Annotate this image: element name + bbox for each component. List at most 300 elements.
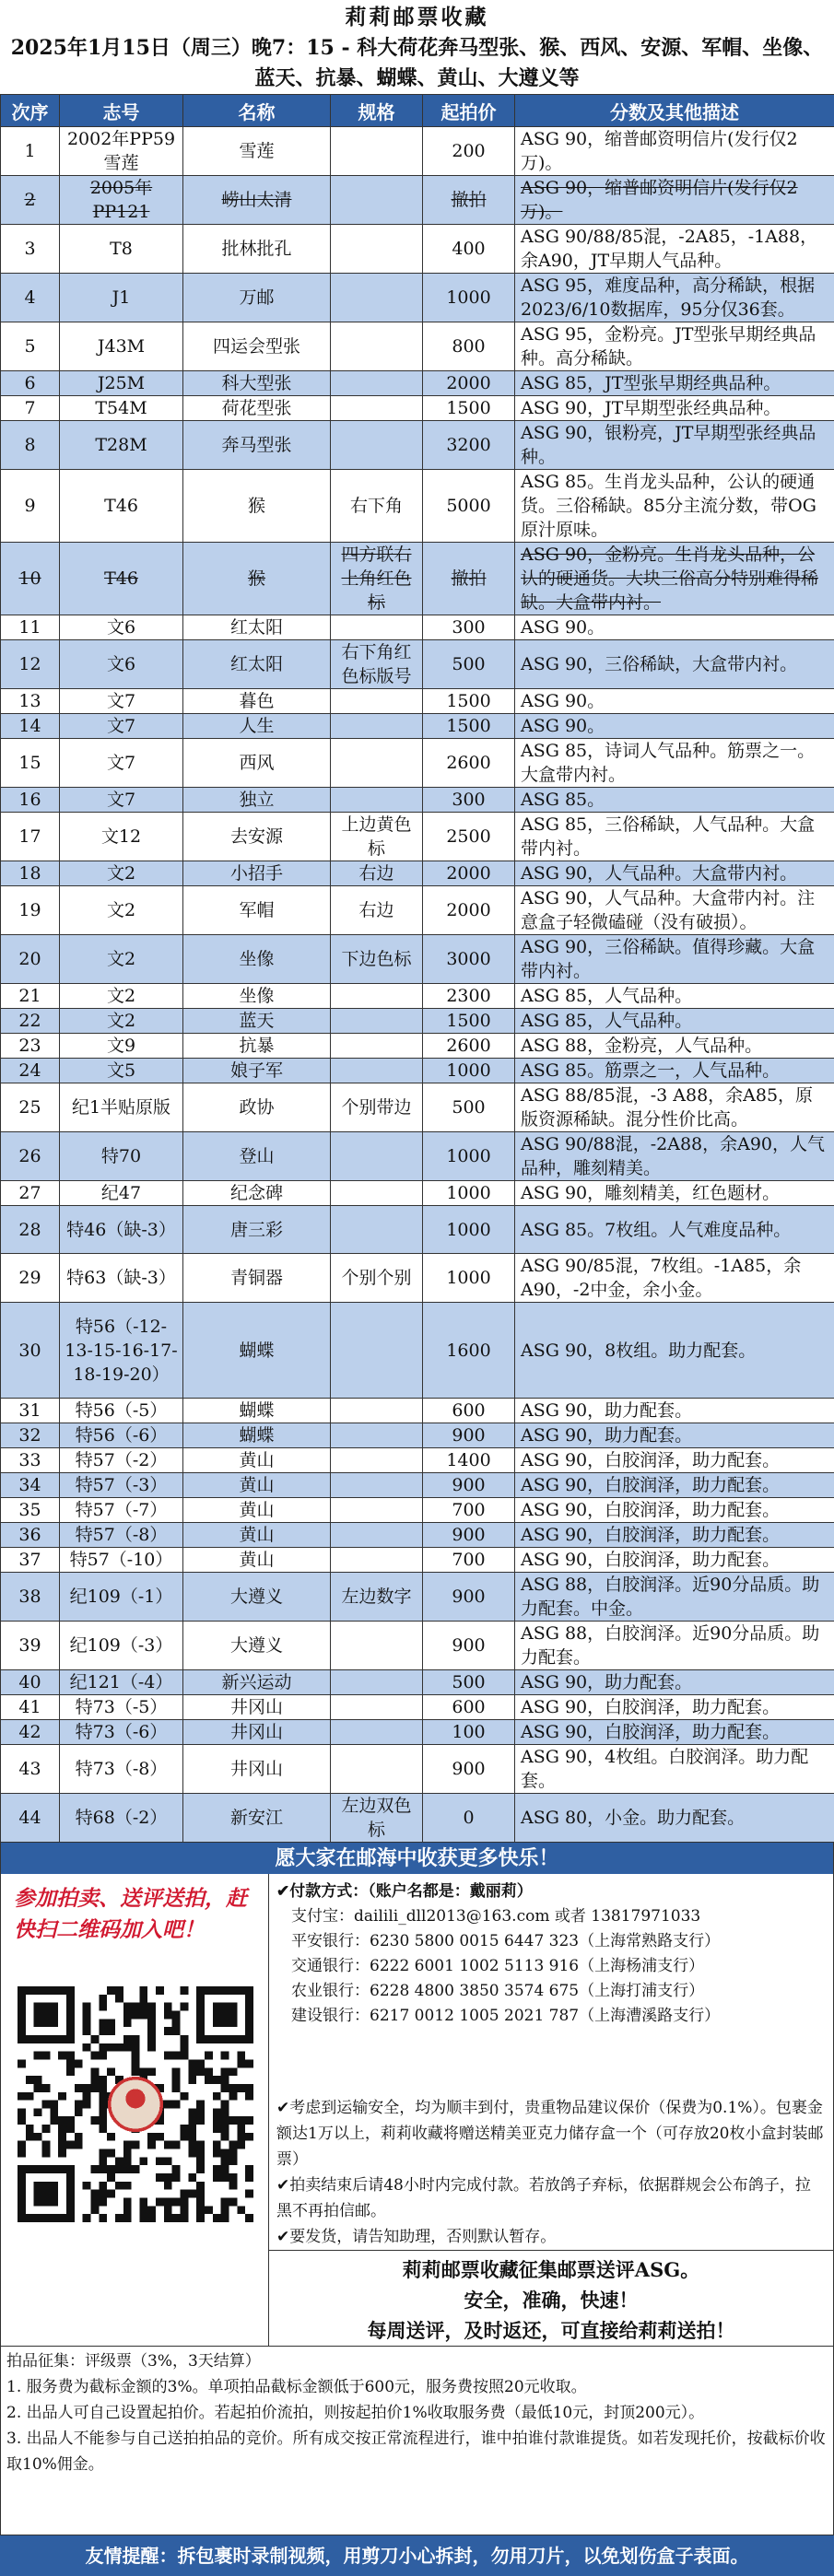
- row-order: 8: [1, 421, 60, 470]
- row-order: 24: [1, 1059, 60, 1083]
- row-spec: [331, 421, 423, 470]
- row-desc: ASG 90，白胶润泽，助力配套。: [515, 1523, 834, 1548]
- row-spec: [331, 1745, 423, 1794]
- row-price: 撤拍: [423, 176, 515, 225]
- row-code: 文12: [60, 813, 183, 861]
- row-desc: ASG 90，助力配套。: [515, 1423, 834, 1448]
- row-order: 30: [1, 1303, 60, 1399]
- row-name: 登山: [183, 1132, 331, 1181]
- row-spec: [331, 1670, 423, 1695]
- row-name: 小招手: [183, 861, 331, 886]
- row-desc: ASG 90，4枚组。白胶润泽。助力配套。: [515, 1745, 834, 1794]
- col-header-spec: 规格: [331, 95, 423, 127]
- row-spec: [331, 1206, 423, 1254]
- row-spec: [331, 615, 423, 640]
- col-header-price: 起拍价: [423, 95, 515, 127]
- table-row: [1, 1059, 834, 1083]
- row-price: 900: [423, 1745, 515, 1794]
- table-row: [1, 739, 834, 788]
- row-order: 37: [1, 1548, 60, 1573]
- row-code: J43M: [60, 322, 183, 371]
- row-spec: 下边色标: [331, 935, 423, 984]
- row-desc: ASG 95，难度品种，高分稀缺，根据2023/6/10数据库，95分仅36套。: [515, 274, 834, 322]
- row-order: 2: [1, 176, 60, 225]
- row-desc: ASG 85。: [515, 788, 834, 813]
- row-code: 特56（-12-13-15-16-17-18-19-20）: [60, 1303, 183, 1399]
- table-row: [1, 176, 834, 225]
- row-price: 300: [423, 788, 515, 813]
- fee-title: 拍品征集：评级票（3%，3天结算）: [6, 2348, 828, 2374]
- row-price: 2000: [423, 861, 515, 886]
- row-order: 32: [1, 1423, 60, 1448]
- row-desc: ASG 90，人气品种。大盒带内衬。注意盒子轻微磕碰（没有破损）。: [515, 886, 834, 935]
- row-desc: ASG 90，银粉亮，JT早期型张经典品种。: [515, 421, 834, 470]
- fee-item: 1. 服务费为截标金额的3%。单项拍品截标金额低于600元，服务费按照20元收取。: [6, 2374, 828, 2400]
- row-order: 22: [1, 1009, 60, 1034]
- row-spec: [331, 1498, 423, 1523]
- row-order: 26: [1, 1132, 60, 1181]
- row-name: 去安源: [183, 813, 331, 861]
- row-price: 500: [423, 640, 515, 689]
- table-row: [1, 127, 834, 176]
- row-name: 新安江: [183, 1794, 331, 1843]
- row-desc: ASG 90，白胶润泽，助力配套。: [515, 1473, 834, 1498]
- table-row: [1, 886, 834, 935]
- row-desc: ASG 90。: [515, 714, 834, 739]
- row-name: 唐三彩: [183, 1206, 331, 1254]
- row-spec: 左边数字: [331, 1573, 423, 1622]
- table-row: [1, 1622, 834, 1670]
- row-price: 1400: [423, 1448, 515, 1473]
- row-code: J25M: [60, 371, 183, 396]
- table-row: [1, 1573, 834, 1622]
- row-price: 1500: [423, 689, 515, 714]
- row-name: 坐像: [183, 984, 331, 1009]
- row-code: 文2: [60, 935, 183, 984]
- row-code: 文7: [60, 739, 183, 788]
- row-name: 娘子军: [183, 1059, 331, 1083]
- row-price: 2000: [423, 886, 515, 935]
- row-order: 21: [1, 984, 60, 1009]
- row-name: 井冈山: [183, 1720, 331, 1745]
- row-desc: ASG 88，白胶润泽。近90分品质。助力配套。: [515, 1622, 834, 1670]
- col-header-desc: 分数及其他描述: [515, 95, 834, 127]
- table-row: [1, 1034, 834, 1059]
- row-spec: [331, 1181, 423, 1206]
- row-name: 猴: [183, 543, 331, 615]
- row-spec: 右边: [331, 861, 423, 886]
- promo-text: 参加拍卖、送评送拍，赶快扫二维码加入吧！: [1, 1874, 268, 1946]
- table-row: [1, 1423, 834, 1448]
- row-name: 红太阳: [183, 640, 331, 689]
- row-name: 红太阳: [183, 615, 331, 640]
- row-desc: ASG 90，白胶润泽，助力配套。: [515, 1548, 834, 1573]
- row-desc: ASG 80，小金。助力配套。: [515, 1794, 834, 1843]
- row-name: 黄山: [183, 1448, 331, 1473]
- row-spec: [331, 714, 423, 739]
- row-spec: 四方联右上角红色标: [331, 543, 423, 615]
- row-desc: ASG 88，白胶润泽。近90分品质。助力配套。中金。: [515, 1573, 834, 1622]
- row-spec: [331, 1695, 423, 1720]
- row-order: 12: [1, 640, 60, 689]
- table-row: [1, 543, 834, 615]
- row-code: 特57（-3）: [60, 1473, 183, 1498]
- row-code: 特57（-8）: [60, 1523, 183, 1548]
- row-code: 2005年PP121: [60, 176, 183, 225]
- table-body: [1, 127, 834, 1843]
- row-order: 9: [1, 470, 60, 543]
- row-spec: [331, 1423, 423, 1448]
- row-name: 大遵义: [183, 1622, 331, 1670]
- row-spec: 上边黄色标: [331, 813, 423, 861]
- row-code: 文2: [60, 861, 183, 886]
- row-desc: ASG 90，白胶润泽，助力配套。: [515, 1448, 834, 1473]
- row-code: 特73（-5）: [60, 1695, 183, 1720]
- table-row: [1, 689, 834, 714]
- row-price: 2600: [423, 739, 515, 788]
- table-row: [1, 274, 834, 322]
- row-order: 42: [1, 1720, 60, 1745]
- row-price: 1000: [423, 1059, 515, 1083]
- row-desc: ASG 90，人气品种。大盒带内衬。: [515, 861, 834, 886]
- row-name: 黄山: [183, 1498, 331, 1523]
- row-name: 新兴运动: [183, 1670, 331, 1695]
- row-code: 文2: [60, 984, 183, 1009]
- table-row: [1, 1473, 834, 1498]
- table-row: [1, 615, 834, 640]
- friendly-tip: 友情提醒：拆包裹时录制视频，用剪刀小心拆封，勿用刀片，以免划伤盒子表面。: [0, 2535, 834, 2576]
- row-name: 科大型张: [183, 371, 331, 396]
- row-price: 600: [423, 1695, 515, 1720]
- row-desc: ASG 90。: [515, 689, 834, 714]
- row-price: 0: [423, 1794, 515, 1843]
- row-order: 25: [1, 1083, 60, 1132]
- row-order: 18: [1, 861, 60, 886]
- row-order: 5: [1, 322, 60, 371]
- row-code: 纪121（-4）: [60, 1670, 183, 1695]
- notes: [269, 2093, 833, 2251]
- table-row: [1, 225, 834, 274]
- row-order: 4: [1, 274, 60, 322]
- table-row: [1, 396, 834, 421]
- row-code: 特56（-6）: [60, 1423, 183, 1448]
- header: [0, 0, 834, 94]
- row-desc: ASG 90/85混，7枚组。-1A85，余A90，-2中金，余小金。: [515, 1254, 834, 1303]
- row-code: 文2: [60, 886, 183, 935]
- row-spec: 左边双色标: [331, 1794, 423, 1843]
- page-title: 莉莉邮票收藏: [0, 0, 834, 33]
- row-name: 大遵义: [183, 1573, 331, 1622]
- row-name: 批林批孔: [183, 225, 331, 274]
- row-desc: ASG 85，人气品种。: [515, 984, 834, 1009]
- row-order: 10: [1, 543, 60, 615]
- row-price: 撤拍: [423, 543, 515, 615]
- row-desc: ASG 90，三俗稀缺，大盒带内衬。: [515, 640, 834, 689]
- row-spec: [331, 1009, 423, 1034]
- row-code: 文5: [60, 1059, 183, 1083]
- row-code: 文6: [60, 615, 183, 640]
- table-row: [1, 1303, 834, 1399]
- row-name: 人生: [183, 714, 331, 739]
- row-desc: ASG 90，白胶润泽，助力配套。: [515, 1720, 834, 1745]
- row-spec: 右边: [331, 886, 423, 935]
- row-spec: 个别个别: [331, 1254, 423, 1303]
- row-order: 19: [1, 886, 60, 935]
- row-desc: ASG 90，雕刻精美，红色题材。: [515, 1181, 834, 1206]
- row-spec: [331, 1034, 423, 1059]
- row-spec: [331, 1303, 423, 1399]
- row-desc: ASG 90/88混，-2A88，余A90，人气品种，雕刻精美。: [515, 1132, 834, 1181]
- row-desc: ASG 85，三俗稀缺，人气品种。大盒带内衬。: [515, 813, 834, 861]
- row-desc: ASG 90，金粉亮。生肖龙头品种，公认的硬通货。大块三俗高分特别难得稀缺。大盒带内衬。: [515, 543, 834, 615]
- row-code: 特57（-2）: [60, 1448, 183, 1473]
- row-spec: 右下角红色标版号: [331, 640, 423, 689]
- bank-line: 平安银行：6230 5800 0015 6447 323（上海常熟路支行）: [276, 1929, 826, 1954]
- row-price: 3200: [423, 421, 515, 470]
- row-order: 14: [1, 714, 60, 739]
- bank-line: 建设银行：6217 0012 1005 2021 787（上海漕溪路支行）: [276, 2004, 826, 2029]
- row-name: 万邮: [183, 274, 331, 322]
- row-price: 1500: [423, 1009, 515, 1034]
- row-price: 2500: [423, 813, 515, 861]
- asg-line: 莉莉邮票收藏征集邮票送评ASG。: [269, 2254, 833, 2285]
- page-subtitle: 2025年1月15日（周三）晚7：15 - 科大荷花奔马型张、猴、西风、安源、军帽、坐像、蓝天、抗暴、蝴蝶、黄山、大遵义等: [0, 33, 834, 94]
- table-row: [1, 984, 834, 1009]
- row-price: 1500: [423, 714, 515, 739]
- row-name: 奔马型张: [183, 421, 331, 470]
- row-desc: ASG 88，金粉亮，人气品种。: [515, 1034, 834, 1059]
- row-spec: [331, 739, 423, 788]
- row-price: 1000: [423, 274, 515, 322]
- row-name: 猴: [183, 470, 331, 543]
- row-spec: [331, 788, 423, 813]
- row-order: 11: [1, 615, 60, 640]
- row-spec: [331, 1132, 423, 1181]
- row-code: 文7: [60, 788, 183, 813]
- row-order: 43: [1, 1745, 60, 1794]
- table-row: [1, 714, 834, 739]
- row-price: 2600: [423, 1034, 515, 1059]
- qr-code[interactable]: [18, 1985, 253, 2224]
- row-name: 井冈山: [183, 1745, 331, 1794]
- row-order: 13: [1, 689, 60, 714]
- row-desc: ASG 85。筋票之一，人气品种。: [515, 1059, 834, 1083]
- row-name: 黄山: [183, 1473, 331, 1498]
- row-desc: ASG 90，8枚组。助力配套。: [515, 1303, 834, 1399]
- row-desc: ASG 90，缩普邮资明信片(发行仅2万)。: [515, 176, 834, 225]
- row-code: 特68（-2）: [60, 1794, 183, 1843]
- row-order: 23: [1, 1034, 60, 1059]
- bank-line: 交通银行：6222 6001 1002 5113 916（上海杨浦支行）: [276, 1954, 826, 1979]
- table-row: [1, 1206, 834, 1254]
- table-row: [1, 421, 834, 470]
- row-price: 2300: [423, 984, 515, 1009]
- row-desc: ASG 88/85混，-3 A88，余A85，原版资源稀缺。混分性价比高。: [515, 1083, 834, 1132]
- asg-line: 安全，准确，快速！: [269, 2285, 833, 2315]
- row-price: 900: [423, 1523, 515, 1548]
- row-desc: ASG 90，助力配套。: [515, 1670, 834, 1695]
- table-row: [1, 1794, 834, 1843]
- row-price: 300: [423, 615, 515, 640]
- row-code: 特46（缺-3）: [60, 1206, 183, 1254]
- row-desc: ASG 95，金粉亮。JT型张早期经典品种。高分稀缺。: [515, 322, 834, 371]
- table-row: [1, 935, 834, 984]
- row-code: 2002年PP59 雪莲: [60, 127, 183, 176]
- row-desc: ASG 90，三俗稀缺。值得珍藏。大盒带内衬。: [515, 935, 834, 984]
- row-order: 39: [1, 1622, 60, 1670]
- payment-info: [269, 1874, 833, 2093]
- bank-line: 农业银行：6228 4800 3850 3574 675（上海打浦支行）: [276, 1979, 826, 2004]
- table-row: [1, 788, 834, 813]
- table-row: [1, 1083, 834, 1132]
- row-order: 17: [1, 813, 60, 861]
- row-price: 900: [423, 1573, 515, 1622]
- row-name: 井冈山: [183, 1695, 331, 1720]
- row-order: 29: [1, 1254, 60, 1303]
- row-name: 抗暴: [183, 1034, 331, 1059]
- row-order: 15: [1, 739, 60, 788]
- row-name: 蓝天: [183, 1009, 331, 1034]
- row-name: 雪莲: [183, 127, 331, 176]
- row-name: 西风: [183, 739, 331, 788]
- row-spec: [331, 689, 423, 714]
- row-code: 文9: [60, 1034, 183, 1059]
- note-item: ✔要发货，请告知助理，否则默认暂存。: [276, 2224, 826, 2250]
- row-spec: [331, 371, 423, 396]
- row-name: 荷花型张: [183, 396, 331, 421]
- row-spec: [331, 1399, 423, 1423]
- fee-rules: [0, 2347, 834, 2535]
- table-row: [1, 1670, 834, 1695]
- row-desc: ASG 85，JT型张早期经典品种。: [515, 371, 834, 396]
- row-spec: [331, 176, 423, 225]
- row-desc: ASG 85，人气品种。: [515, 1009, 834, 1034]
- row-name: 黄山: [183, 1548, 331, 1573]
- row-order: 34: [1, 1473, 60, 1498]
- row-spec: [331, 984, 423, 1009]
- row-price: 900: [423, 1622, 515, 1670]
- row-code: 特63（缺-3）: [60, 1254, 183, 1303]
- table-row: [1, 861, 834, 886]
- asg-line: 每周送评，及时返还，可直接给莉莉送拍！: [269, 2315, 833, 2346]
- row-code: 文7: [60, 689, 183, 714]
- row-code: 特56（-5）: [60, 1399, 183, 1423]
- table-row: [1, 1745, 834, 1794]
- row-code: 特73（-8）: [60, 1745, 183, 1794]
- row-desc: ASG 85，诗词人气品种。筋票之一。大盒带内衬。: [515, 739, 834, 788]
- table-row: [1, 470, 834, 543]
- note-item: ✔拍卖结束后请48小时内完成付款。若放鸽子弃标，依据群规会公布鸽子，拉黑不再拍信邮。: [276, 2172, 826, 2224]
- asg-promo: [269, 2251, 833, 2346]
- row-name: 纪念碑: [183, 1181, 331, 1206]
- row-spec: [331, 1448, 423, 1473]
- table-row: [1, 1720, 834, 1745]
- row-name: 蝴蝶: [183, 1303, 331, 1399]
- row-price: 1600: [423, 1303, 515, 1399]
- row-price: 200: [423, 127, 515, 176]
- table-row: [1, 640, 834, 689]
- table-row: [1, 1523, 834, 1548]
- row-spec: 个别带边: [331, 1083, 423, 1132]
- row-code: 纪109（-3）: [60, 1622, 183, 1670]
- row-spec: [331, 127, 423, 176]
- row-price: 800: [423, 322, 515, 371]
- row-price: 400: [423, 225, 515, 274]
- row-price: 1000: [423, 1206, 515, 1254]
- row-name: 政协: [183, 1083, 331, 1132]
- row-order: 38: [1, 1573, 60, 1622]
- col-header-code: 志号: [60, 95, 183, 127]
- row-name: 青铜器: [183, 1254, 331, 1303]
- row-name: 独立: [183, 788, 331, 813]
- row-code: 特73（-6）: [60, 1720, 183, 1745]
- row-spec: [331, 1473, 423, 1498]
- table-row: [1, 1254, 834, 1303]
- row-desc: ASG 90，JT早期型张经典品种。: [515, 396, 834, 421]
- row-price: 1000: [423, 1254, 515, 1303]
- row-order: 3: [1, 225, 60, 274]
- row-order: 1: [1, 127, 60, 176]
- row-code: 特70: [60, 1132, 183, 1181]
- row-order: 31: [1, 1399, 60, 1423]
- row-name: 蝴蝶: [183, 1423, 331, 1448]
- row-order: 27: [1, 1181, 60, 1206]
- row-spec: [331, 1720, 423, 1745]
- row-spec: [331, 322, 423, 371]
- row-price: 100: [423, 1720, 515, 1745]
- row-desc: ASG 90，白胶润泽，助力配套。: [515, 1498, 834, 1523]
- col-header-order: 次序: [1, 95, 60, 127]
- row-price: 1500: [423, 396, 515, 421]
- note-item: ✔考虑到运输安全，均为顺丰到付，贵重物品建议保价（保费为0.1%）。包裹金额达1万以上，莉莉收藏将赠送精美亚克力储存盒一个（可存放20枚小盒封装邮票）: [276, 2095, 826, 2172]
- row-spec: [331, 396, 423, 421]
- table-row: [1, 322, 834, 371]
- row-price: 1000: [423, 1181, 515, 1206]
- row-name: 暮色: [183, 689, 331, 714]
- row-code: T46: [60, 470, 183, 543]
- row-name: 军帽: [183, 886, 331, 935]
- row-price: 500: [423, 1670, 515, 1695]
- row-price: 900: [423, 1473, 515, 1498]
- row-code: 特57（-10）: [60, 1548, 183, 1573]
- row-name: 四运会型张: [183, 322, 331, 371]
- row-name: 黄山: [183, 1523, 331, 1548]
- row-price: 2000: [423, 371, 515, 396]
- fee-item: 2. 出品人可自己设置起拍价。若起拍价流拍，则按起拍价1%收取服务费（最低10元，封顶200元）。: [6, 2400, 828, 2426]
- row-price: 900: [423, 1423, 515, 1448]
- row-spec: [331, 1548, 423, 1573]
- table-row: [1, 1448, 834, 1473]
- table-row: [1, 1181, 834, 1206]
- row-price: 700: [423, 1498, 515, 1523]
- row-code: T28M: [60, 421, 183, 470]
- row-code: T8: [60, 225, 183, 274]
- row-desc: ASG 90。: [515, 615, 834, 640]
- row-code: T54M: [60, 396, 183, 421]
- promo-panel: [1, 1874, 269, 2346]
- row-desc: ASG 85。7枚组。人气难度品种。: [515, 1206, 834, 1254]
- payment-title: ✔付款方式：（账户名都是：戴丽莉）: [276, 1879, 826, 1904]
- table-header-row: [1, 95, 834, 127]
- row-order: 28: [1, 1206, 60, 1254]
- table-row: [1, 371, 834, 396]
- row-order: 16: [1, 788, 60, 813]
- row-code: 纪1半贴原版: [60, 1083, 183, 1132]
- row-code: 纪109（-1）: [60, 1573, 183, 1622]
- info-section: [0, 1874, 834, 2347]
- table-row: [1, 813, 834, 861]
- row-order: 41: [1, 1695, 60, 1720]
